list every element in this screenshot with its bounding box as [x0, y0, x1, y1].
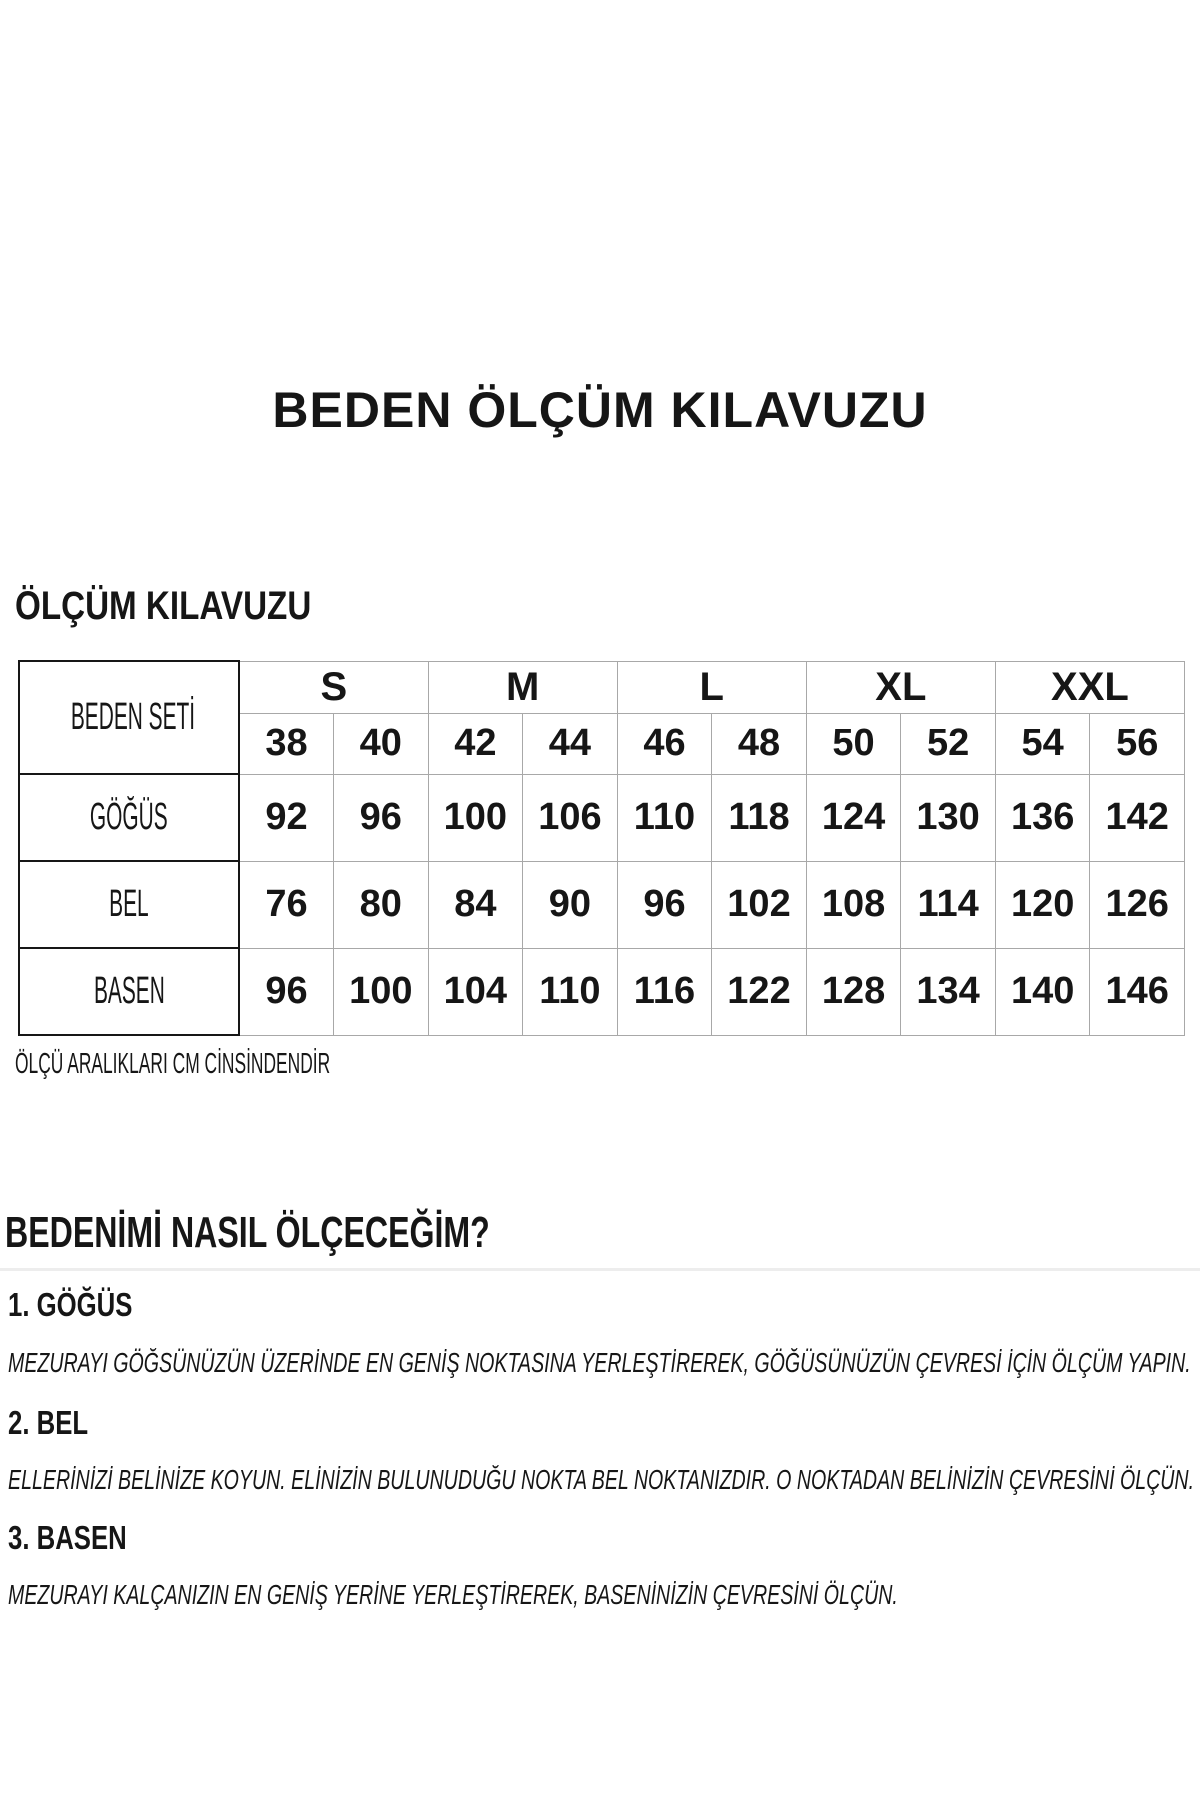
instruction-heading-bel	[8, 1404, 111, 1442]
size-number-cell: 48	[712, 713, 807, 774]
measure-label-cell	[19, 948, 239, 1035]
measure-value-cell: 106	[523, 774, 618, 861]
measure-value-cell: 120	[995, 861, 1090, 948]
measure-value-cell: 142	[1090, 774, 1185, 861]
measure-value-cell: 130	[901, 774, 996, 861]
size-number-cell: 56	[1090, 713, 1185, 774]
table-corner-label	[19, 661, 239, 774]
instruction-text-bel	[8, 1464, 1200, 1496]
instruction-heading-basen	[8, 1519, 160, 1557]
instruction-text-gogus-text: MEZURAYI GÖĞSÜNÜZÜN ÜZERİNDE EN GENİŞ NOKTASINA YERLEŞTİREREK, GÖĞÜSÜNÜZÜN ÇEVRESİ İÇİN ÖLÇÜM YAPIN.	[8, 1347, 1191, 1378]
size-group-cell: S	[239, 661, 428, 713]
instruction-heading-basen-text: 3. BASEN	[8, 1519, 127, 1556]
measure-value-cell: 110	[523, 948, 618, 1035]
measure-label-text: BASEN	[93, 970, 165, 1012]
instruction-text-bel-text: ELLERİNİZİ BELİNİZE KOYUN. ELİNİZİN BULUNUDUĞU NOKTA BEL NOKTANIZDIR. O NOKTADAN BELİNİZİN ÇEVRESİNİ ÖLÇÜN.	[8, 1464, 1195, 1495]
measure-value-cell: 104	[428, 948, 523, 1035]
measure-value-cell: 84	[428, 861, 523, 948]
size-group-cell: L	[617, 661, 806, 713]
instruction-heading-gogus-text: 1. GÖĞÜS	[8, 1286, 133, 1323]
size-number-cell: 44	[523, 713, 618, 774]
table-unit-note	[15, 1048, 540, 1081]
measure-value-cell: 134	[901, 948, 996, 1035]
measure-value-cell: 92	[239, 774, 334, 861]
measure-value-cell: 114	[901, 861, 996, 948]
size-number-cell: 54	[995, 713, 1090, 774]
size-group-cell: XL	[806, 661, 995, 713]
size-number-cell: 38	[239, 713, 334, 774]
measure-value-cell: 100	[334, 948, 429, 1035]
measure-value-cell: 100	[428, 774, 523, 861]
section-divider	[0, 1268, 1200, 1271]
measure-row	[19, 861, 1185, 948]
measure-value-cell: 116	[617, 948, 712, 1035]
measure-section-heading	[5, 1208, 669, 1258]
measure-value-cell: 90	[523, 861, 618, 948]
measure-value-cell: 124	[806, 774, 901, 861]
instruction-heading-bel-text: 2. BEL	[8, 1404, 89, 1441]
table-section-heading	[15, 584, 372, 629]
measure-row	[19, 774, 1185, 861]
size-table-letter-row	[19, 661, 1185, 713]
size-group-cell: M	[428, 661, 617, 713]
page-title: BEDEN ÖLÇÜM KILAVUZU	[272, 382, 928, 438]
instruction-text-basen	[8, 1579, 1200, 1611]
measure-section-heading-text: BEDENİMİ NASIL ÖLÇECEĞİM?	[5, 1208, 490, 1257]
measure-value-cell: 80	[334, 861, 429, 948]
measure-value-cell: 140	[995, 948, 1090, 1035]
measure-label-text: BEL	[109, 883, 149, 925]
size-table	[18, 660, 1185, 1036]
table-section-heading-text: ÖLÇÜM KILAVUZU	[15, 584, 312, 628]
measure-value-cell: 96	[334, 774, 429, 861]
measure-value-cell: 146	[1090, 948, 1185, 1035]
measure-value-cell: 102	[712, 861, 807, 948]
instruction-text-basen-text: MEZURAYI KALÇANIZIN EN GENİŞ YERİNE YERLEŞTİREREK, BASENİNİZİN ÇEVRESİNİ ÖLÇÜN.	[8, 1579, 898, 1610]
measure-label-text: GÖĞÜS	[90, 796, 168, 838]
size-table-head	[19, 661, 1185, 774]
instruction-text-gogus	[8, 1347, 1200, 1379]
measure-value-cell: 136	[995, 774, 1090, 861]
size-group-cell: XXL	[995, 661, 1184, 713]
instruction-heading-gogus	[8, 1286, 168, 1324]
size-number-cell: 50	[806, 713, 901, 774]
size-number-cell: 42	[428, 713, 523, 774]
table-corner-label-text: BEDEN SETİ	[70, 696, 196, 738]
measure-value-cell: 96	[617, 861, 712, 948]
measure-value-cell: 108	[806, 861, 901, 948]
size-number-cell: 52	[901, 713, 996, 774]
measure-value-cell: 128	[806, 948, 901, 1035]
size-number-cell: 40	[334, 713, 429, 774]
size-table-body	[19, 774, 1185, 1035]
measure-label-cell	[19, 774, 239, 861]
measure-value-cell: 126	[1090, 861, 1185, 948]
measure-value-cell: 118	[712, 774, 807, 861]
measure-label-cell	[19, 861, 239, 948]
measure-value-cell: 110	[617, 774, 712, 861]
measure-value-cell: 76	[239, 861, 334, 948]
measure-value-cell: 122	[712, 948, 807, 1035]
measure-value-cell: 96	[239, 948, 334, 1035]
table-unit-note-text: ÖLÇÜ ARALIKLARI CM CİNSİNDENDİR	[15, 1048, 331, 1080]
measure-row	[19, 948, 1185, 1035]
size-number-cell: 46	[617, 713, 712, 774]
